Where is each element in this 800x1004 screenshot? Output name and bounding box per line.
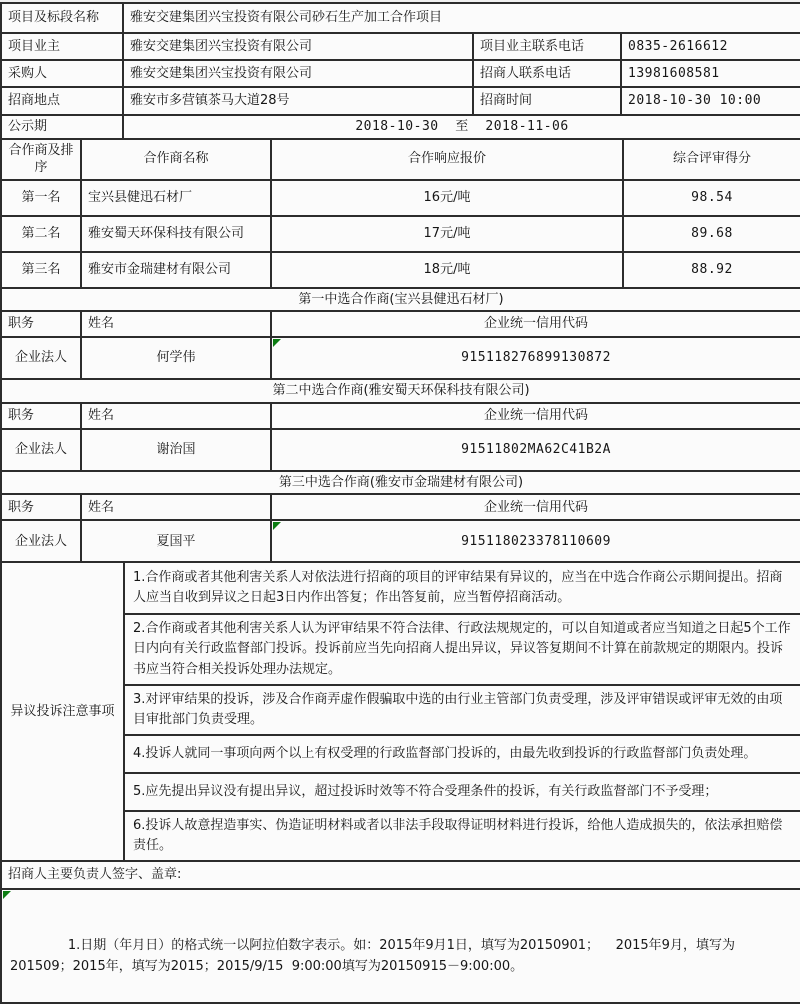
time-label: 招商时间 xyxy=(473,87,621,115)
winner-title-row xyxy=(1,379,800,403)
owner-phone-value: 0835-2616612 xyxy=(621,33,800,60)
position-label: 职务 xyxy=(1,494,81,520)
credit-code-label: 企业统一信用代码 xyxy=(271,494,800,520)
objection-item-1: 1.合作商或者其他利害关系人对依法进行招商的项目的评审结果有异议的，应当在中选合作商公示期间提出。招商人应当自收到异议之日起3日内作出答复；作出答复前，应当暂停招商活动。 xyxy=(124,562,800,614)
price-cell: 18元/吨 xyxy=(271,252,623,288)
credit-code-label: 企业统一信用代码 xyxy=(271,311,800,337)
signature-row xyxy=(1,861,800,889)
legal-person-name: 夏国平 xyxy=(81,520,271,562)
position-value: 企业法人 xyxy=(1,337,81,379)
legal-person-name: 谢治国 xyxy=(81,429,271,471)
ranking-row-2 xyxy=(1,216,800,252)
objection-item-3: 3.对评审结果的投诉，涉及合作商弄虚作假骗取中选的由行业主管部门负责受理，涉及评审错误或评审无效的由项目审批部门负责受理。 xyxy=(124,685,800,735)
owner-value: 雅安交建集团兴宝投资有限公司 xyxy=(123,33,473,60)
credit-code-text: 915118276899130872 xyxy=(461,350,611,366)
winner-section-3 xyxy=(0,470,800,564)
bidder-name-cell: 雅安市金瑞建材有限公司 xyxy=(81,252,271,288)
publicity-period-row xyxy=(1,115,800,139)
bidder-name-cell: 宝兴县健迅石材厂 xyxy=(81,180,271,216)
objection-section-label: 异议投诉注意事项 xyxy=(1,562,124,861)
agent-phone-value: 13981608581 xyxy=(621,60,800,87)
name-label: 姓名 xyxy=(81,494,271,520)
winner-section-title: 第二中选合作商(雅安蜀天环保科技有限公司) xyxy=(1,379,800,403)
date-format-note-text: 1.日期（年月日）的格式统一以阿拉伯数字表示。如：2015年9月1日，填写为20150901； 2015年9月，填写为201509；2015年，填写为2015；2015/9/15 9:00:00填写为20150915－9:00:00。 xyxy=(10,937,735,974)
objection-item-row xyxy=(1,562,800,614)
excel-error-marker-icon xyxy=(273,522,281,530)
ranking-header-rank: 合作商及排序 xyxy=(1,139,81,180)
name-label: 姓名 xyxy=(81,403,271,429)
location-label: 招商地点 xyxy=(1,87,123,115)
ranking-header-name: 合作商名称 xyxy=(81,139,271,180)
winner-header-row xyxy=(1,403,800,429)
rank-cell: 第一名 xyxy=(1,180,81,216)
ranking-header-price: 合作响应报价 xyxy=(271,139,623,180)
winner-header-row xyxy=(1,311,800,337)
date-format-note-cell xyxy=(1,889,800,1003)
winner-header-row xyxy=(1,494,800,520)
winner-section-title: 第三中选合作商(雅安市金瑞建材有限公司) xyxy=(1,471,800,495)
ranking-header-row xyxy=(1,139,800,180)
project-info-table xyxy=(0,2,800,140)
credit-code-value xyxy=(271,337,800,379)
owner-row xyxy=(1,33,800,60)
credit-code-label: 企业统一信用代码 xyxy=(271,403,800,429)
winner-title-row xyxy=(1,288,800,312)
location-value: 雅安市多营镇茶马大道28号 xyxy=(123,87,473,115)
ranking-header-score: 综合评审得分 xyxy=(623,139,800,180)
objection-item-6: 6.投诉人故意捏造事实、伪造证明材料或者以非法手段取得证明材料进行投诉，给他人造成损失的，依法承担赔偿责任。 xyxy=(124,811,800,861)
agent-phone-label: 招商人联系电话 xyxy=(473,60,621,87)
purchaser-label: 采购人 xyxy=(1,60,123,87)
credit-code-text: 915118023378110609 xyxy=(461,533,611,549)
winner-value-row xyxy=(1,520,800,562)
credit-code-value: 91511802MA62C41B2A xyxy=(271,429,800,471)
signature-label: 招商人主要负责人签字、盖章: xyxy=(1,861,800,889)
publicity-value: 2018-10-30 至 2018-11-06 xyxy=(123,115,800,139)
owner-label: 项目业主 xyxy=(1,33,123,60)
purchaser-row xyxy=(1,60,800,87)
name-label: 姓名 xyxy=(81,311,271,337)
project-name-row xyxy=(1,3,800,33)
position-label: 职务 xyxy=(1,311,81,337)
price-cell: 16元/吨 xyxy=(271,180,623,216)
bidder-name-cell: 雅安蜀天环保科技有限公司 xyxy=(81,216,271,252)
winner-value-row xyxy=(1,337,800,379)
legal-person-name: 何学伟 xyxy=(81,337,271,379)
purchaser-value: 雅安交建集团兴宝投资有限公司 xyxy=(123,60,473,87)
winner-section-title: 第一中选合作商(宝兴县健迅石材厂) xyxy=(1,288,800,312)
rank-cell: 第三名 xyxy=(1,252,81,288)
date-note-table xyxy=(0,888,800,1004)
objection-item-4: 4.投诉人就同一事项向两个以上有权受理的行政监督部门投诉的，由最先收到投诉的行政监督部门负责处理。 xyxy=(124,735,800,773)
credit-code-value xyxy=(271,520,800,562)
owner-phone-label: 项目业主联系电话 xyxy=(473,33,621,60)
score-cell: 89.68 xyxy=(623,216,800,252)
position-label: 职务 xyxy=(1,403,81,429)
winner-title-row xyxy=(1,471,800,495)
objection-item-2: 2.合作商或者其他利害关系人认为评审结果不符合法律、行政法规规定的，可以自知道或者应当知道之日起5个工作日内向有关行政监督部门投诉。投诉前应当先向招商人提出异议，异议答复期间不计算在前款规定的期限内。投诉书应当符合相关投诉处理办法规定。 xyxy=(124,614,800,684)
ranking-row-1 xyxy=(1,180,800,216)
project-name-label: 项目及标段名称 xyxy=(1,3,123,33)
winner-section-2 xyxy=(0,378,800,472)
rank-cell: 第二名 xyxy=(1,216,81,252)
score-cell: 98.54 xyxy=(623,180,800,216)
excel-error-marker-icon xyxy=(3,891,11,899)
ranking-table xyxy=(0,138,800,289)
signature-table xyxy=(0,860,800,890)
winner-section-1 xyxy=(0,287,800,381)
score-cell: 88.92 xyxy=(623,252,800,288)
project-name-value: 雅安交建集团兴宝投资有限公司砂石生产加工合作项目 xyxy=(123,3,800,33)
position-value: 企业法人 xyxy=(1,429,81,471)
publicity-label: 公示期 xyxy=(1,115,123,139)
ranking-row-3 xyxy=(1,252,800,288)
time-value: 2018-10-30 10:00 xyxy=(621,87,800,115)
excel-error-marker-icon xyxy=(273,339,281,347)
objection-notes-table xyxy=(0,561,800,862)
date-note-row xyxy=(1,889,800,1003)
winner-value-row xyxy=(1,429,800,471)
price-cell: 17元/吨 xyxy=(271,216,623,252)
position-value: 企业法人 xyxy=(1,520,81,562)
objection-item-5: 5.应先提出异议没有提出异议，超过投诉时效等不符合受理条件的投诉，有关行政监督部门不予受理； xyxy=(124,773,800,811)
location-row xyxy=(1,87,800,115)
